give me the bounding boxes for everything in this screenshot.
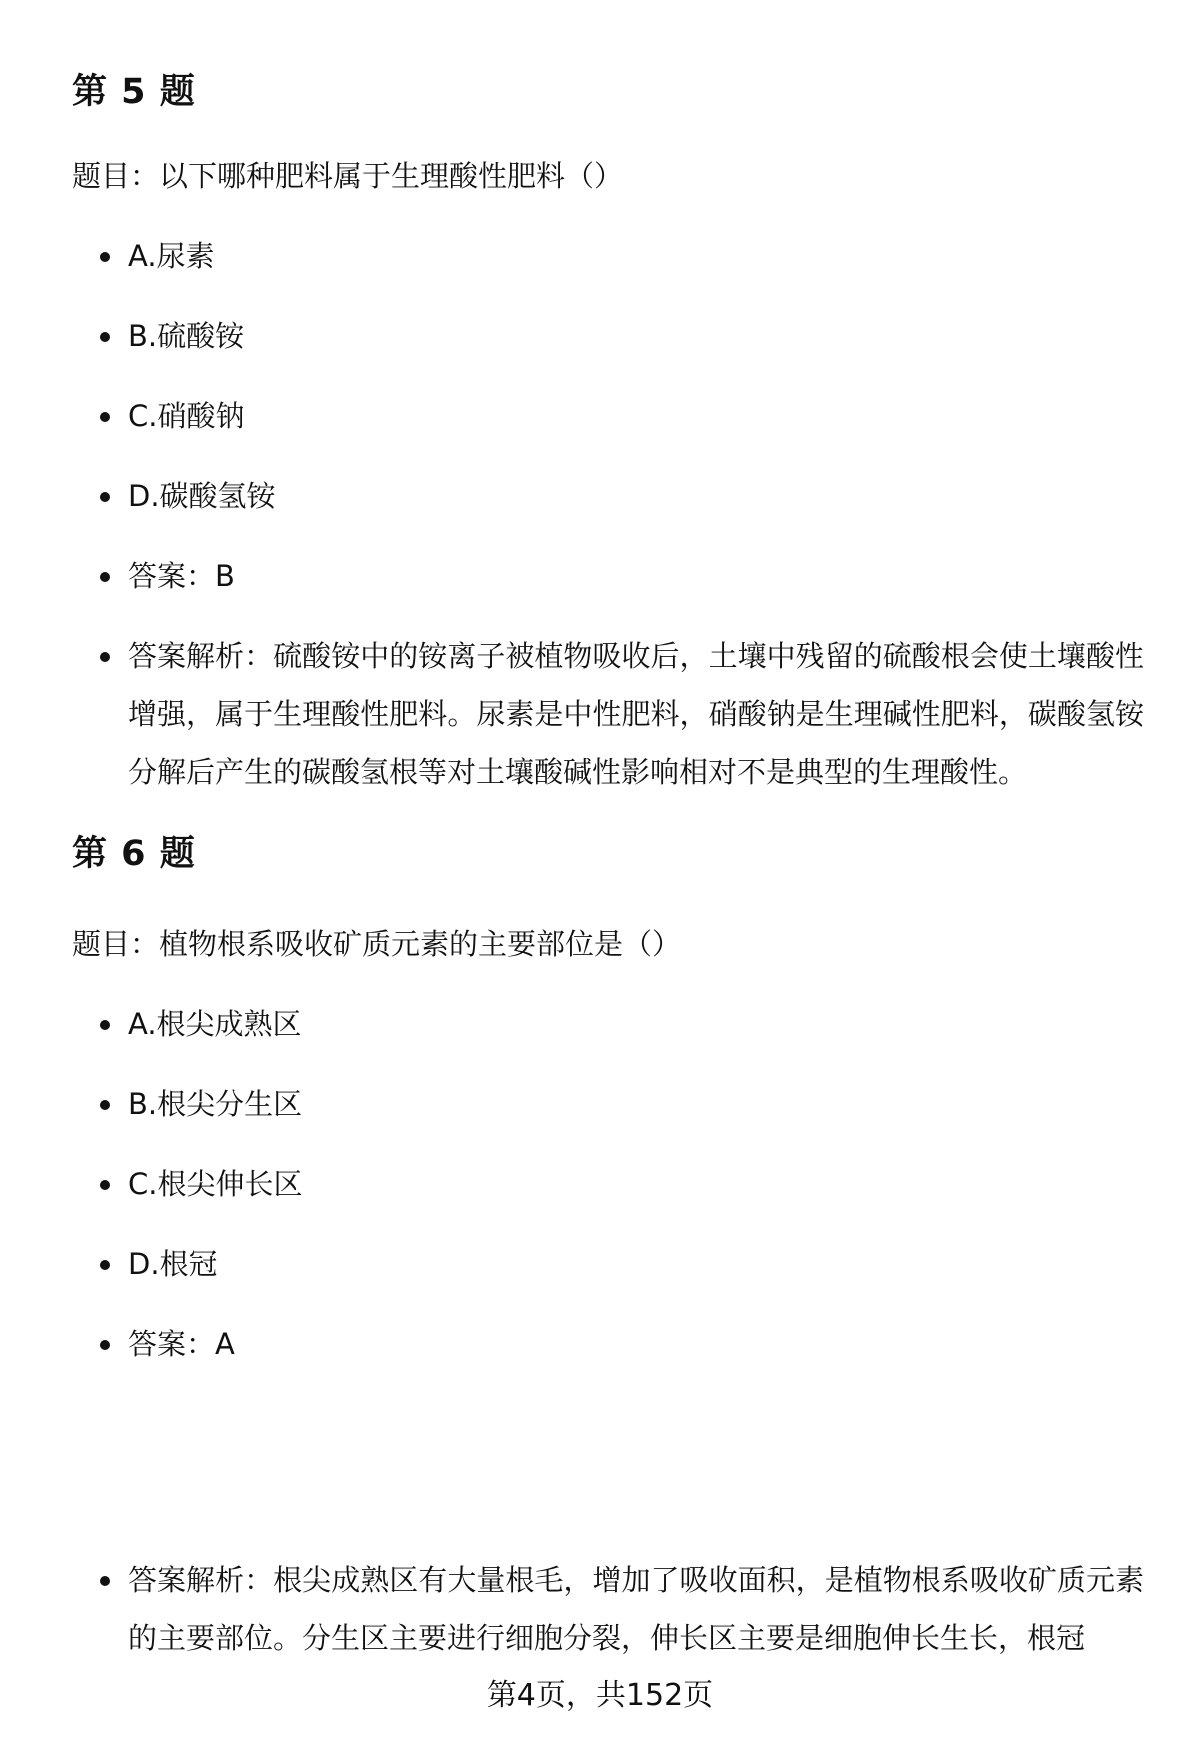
question-5-option-d: D.碳酸氢铵 [128,476,1140,516]
question-5-option-a: A.尿素 [128,236,1140,276]
question-5-option-c: C.硝酸钠 [128,396,1140,436]
question-5-text: 题目：以下哪种肥料属于生理酸性肥料（） [72,159,624,193]
question-6-heading: 第 6 题 [72,834,196,874]
question-5-answer: 答案：B [128,556,1140,596]
question-6-option-b: B.根尖分生区 [128,1084,1140,1124]
question-5-option-b: B.硫酸铵 [128,316,1140,356]
question-6-option-c: C.根尖伸长区 [128,1164,1140,1204]
question-6-option-a: A.根尖成熟区 [128,1004,1140,1044]
question-6-explanation: 答案解析：根尖成熟区有大量根毛，增加了吸收面积，是植物根系吸收矿质元素的主要部位。分生区主要进行细胞分裂，伸长区主要是细胞伸长生长，根冠 [128,1551,1144,1667]
question-5-heading: 第 5 题 [72,72,196,112]
question-6-text: 题目：植物根系吸收矿质元素的主要部位是（） [72,927,682,961]
question-5-explanation: 答案解析：硫酸铵中的铵离子被植物吸收后，土壤中残留的硫酸根会使土壤酸性增强，属于生理酸性肥料。尿素是中性肥料，硝酸钠是生理碱性肥料，碳酸氢铵分解后产生的碳酸氢根等对土壤酸碱性影响相对不是典型的生理酸性。 [128,627,1144,801]
question-6-option-d: D.根冠 [128,1244,1140,1284]
page-number-footer: 第4页，共152页 [486,1678,714,1713]
question-6-answer: 答案：A [128,1324,1140,1364]
